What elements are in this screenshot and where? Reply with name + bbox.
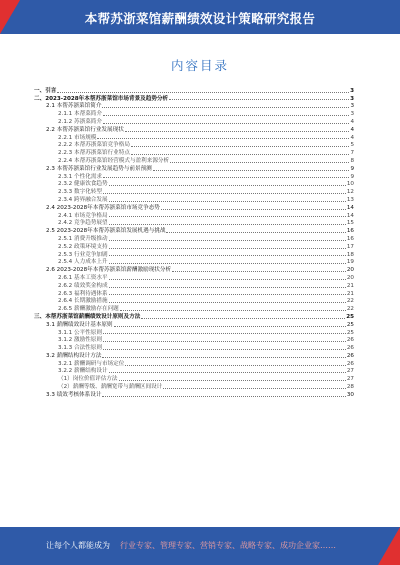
table-of-contents	[34, 86, 354, 398]
toc-entry[interactable]	[34, 148, 354, 156]
toc-entry-label: 2.5.1 消费升级推动	[58, 235, 108, 242]
toc-entry-page: 5	[350, 142, 354, 149]
toc-entry[interactable]	[34, 281, 354, 289]
toc-entry-page: 25	[346, 329, 354, 336]
toc-leader-dots	[109, 216, 346, 217]
toc-leader-dots	[109, 255, 346, 256]
toc-entry-label: 2.4.1 市场竞争格局	[58, 212, 108, 219]
toc-entry[interactable]	[34, 211, 354, 219]
toc-entry-page: 26	[346, 352, 354, 359]
toc-entry[interactable]	[34, 94, 354, 102]
toc-entry-label: 2.6.2 绩效奖金构成	[58, 282, 108, 289]
toc-leader-dots	[109, 279, 346, 280]
toc-entry-page: 13	[346, 196, 354, 203]
toc-leader-dots	[103, 123, 349, 124]
toc-entry[interactable]	[34, 234, 354, 242]
toc-entry-page: 18	[346, 251, 354, 258]
toc-leader-dots	[102, 396, 345, 397]
toc-entry-label: 3.1.3 合法性原则	[58, 345, 102, 352]
report-title: 本帮苏浙菜馆薪酬绩效设计策略研究报告	[84, 11, 316, 26]
toc-entry-label: 2.5 2023-2028年本帮苏浙菜馆发展机遇与挑战	[46, 228, 166, 235]
toc-leader-dots	[119, 380, 346, 381]
toc-entry-page: 4	[350, 134, 354, 141]
toc-leader-dots	[109, 185, 346, 186]
toc-leader-dots	[109, 287, 346, 288]
toc-leader-dots	[169, 99, 349, 100]
toc-leader-dots	[103, 349, 346, 350]
toc-entry[interactable]	[34, 102, 354, 110]
toc-leader-dots	[102, 107, 349, 108]
toc-entry[interactable]	[34, 125, 354, 133]
toc-entry-label: 二、2023-2028年本帮苏浙菜馆市场背景及趋势分析	[34, 95, 169, 102]
toc-entry[interactable]	[34, 320, 354, 328]
toc-entry-label: 3.2.1 薪酬调研与市场定位	[58, 360, 125, 367]
toc-entry-label: 2.1.2 苏浙菜简介	[58, 118, 102, 125]
toc-entry-label: 2.2.4 本帮苏浙菜馆经营模式与盈利来源分析	[58, 157, 170, 164]
toc-leader-dots	[120, 310, 346, 311]
toc-entry-label: 2.2.3 本帮苏浙菜馆行业特点	[58, 150, 130, 157]
toc-entry[interactable]	[34, 203, 354, 211]
toc-entry-label: 2.4 2023-2028年本帮苏浙菜馆市场竞争态势	[46, 204, 160, 211]
toc-entry-page: 9	[350, 173, 354, 180]
toc-entry-label: 3.1 薪酬绩效设计基本原则	[46, 321, 113, 328]
toc-entry[interactable]	[34, 265, 354, 273]
toc-entry[interactable]	[34, 289, 354, 297]
toc-entry-label: 三、本帮苏浙菜馆薪酬绩效设计原则及方法	[34, 313, 141, 320]
toc-entry-label: 2.5.3 行业竞争加剧	[58, 251, 108, 258]
toc-entry-label: 3.1.2 激励性原则	[58, 337, 102, 344]
toc-entry[interactable]	[34, 273, 354, 281]
toc-entry[interactable]	[34, 141, 354, 149]
toc-leader-dots	[103, 341, 346, 342]
toc-entry-page: 27	[346, 368, 354, 375]
toc-entry-page: 22	[346, 298, 354, 305]
toc-entry-page: 16	[346, 228, 354, 235]
toc-leader-dots	[109, 224, 346, 225]
toc-entry-page: 4	[350, 118, 354, 125]
toc-entry[interactable]	[34, 195, 354, 203]
toc-entry-label: 2.1.1 本帮菜简介	[58, 111, 102, 118]
toc-heading: 内容目录	[170, 58, 229, 73]
toc-leader-dots	[153, 170, 350, 171]
toc-entry-label: 2.5.2 政策环境支持	[58, 243, 108, 250]
toc-entry-label: 2.3.1 个性化需求	[58, 173, 102, 180]
toc-entry-page: 14	[346, 212, 354, 219]
toc-entry[interactable]	[34, 390, 354, 398]
toc-entry-label: 2.5.4 人力成本上升	[58, 259, 108, 266]
toc-entry-page: 3	[350, 111, 354, 118]
toc-entry-label: 2.2 本帮苏浙菜馆行业发展现状	[46, 126, 124, 133]
toc-entry-page: 27	[346, 376, 354, 383]
toc-entry[interactable]	[34, 226, 354, 234]
toc-entry[interactable]	[34, 219, 354, 227]
toc-entry-label: 2.3.2 健康饮食趋势	[58, 181, 108, 188]
toc-entry-label: 2.6.3 福利待遇体系	[58, 290, 108, 297]
toc-entry-page: 10	[346, 181, 354, 188]
toc-entry-page: 14	[346, 204, 354, 211]
toc-entry[interactable]	[34, 242, 354, 250]
toc-entry-page: 3	[350, 95, 354, 102]
toc-entry[interactable]	[34, 156, 354, 164]
toc-entry-label: （1）岗位价值评估方法	[58, 376, 118, 383]
toc-entry[interactable]	[34, 359, 354, 367]
toc-entry-page: 3	[350, 87, 354, 94]
footer-red-accent	[378, 527, 400, 565]
toc-entry-page: 30	[346, 391, 354, 398]
toc-leader-dots	[172, 271, 346, 272]
toc-entry-page: 8	[350, 157, 354, 164]
toc-entry-label: 2.2.1 市场规模	[58, 134, 97, 141]
toc-entry-page: 7	[350, 150, 354, 157]
toc-entry-label: 2.6.5 薪酬激励存在问题	[58, 306, 119, 313]
toc-entry-label: 2.6.4 长期激励措施	[58, 298, 108, 305]
toc-leader-dots	[125, 131, 350, 132]
toc-entry-page: 16	[346, 235, 354, 242]
toc-entry-label: 3.1.1 公平性原则	[58, 329, 102, 336]
toc-leader-dots	[166, 232, 345, 233]
toc-entry-label: （2）薪酬等级、薪酬宽带与薪酬区间设计	[58, 384, 163, 391]
toc-entry[interactable]	[34, 258, 354, 266]
toc-entry-page: 15	[346, 220, 354, 227]
toc-entry[interactable]	[34, 180, 354, 188]
toc-entry-page: 26	[346, 345, 354, 352]
toc-entry-page: 22	[346, 306, 354, 313]
toc-leader-dots	[102, 357, 345, 358]
toc-entry-label: 2.4.2 竞争趋势展望	[58, 220, 108, 227]
toc-entry-page: 21	[346, 290, 354, 297]
toc-leader-dots	[109, 263, 346, 264]
toc-entry[interactable]	[34, 117, 354, 125]
toc-entry-page: 26	[346, 360, 354, 367]
toc-leader-dots	[114, 326, 346, 327]
toc-leader-dots	[170, 162, 349, 163]
toc-entry-label: 3.3 绩效考核体系设计	[46, 391, 102, 398]
toc-entry[interactable]	[34, 328, 354, 336]
toc-entry[interactable]	[34, 86, 354, 94]
toc-leader-dots	[97, 138, 349, 139]
toc-entry-page: 20	[346, 267, 354, 274]
toc-entry-page: 25	[346, 321, 354, 328]
toc-entry-label: 2.6 2023-2028年本帮苏浙菜馆薪酬激励现状分析	[46, 267, 172, 274]
toc-entry[interactable]	[34, 382, 354, 390]
toc-leader-dots	[109, 294, 346, 295]
toc-entry-page: 12	[346, 189, 354, 196]
toc-entry-page: 20	[346, 274, 354, 281]
toc-entry-label: 2.6.1 基本工资水平	[58, 274, 108, 281]
toc-leader-dots	[125, 365, 346, 366]
toc-entry-page: 4	[350, 126, 354, 133]
footer-slogan-roles: 行业专家、管理专家、营销专家、战略专家、成功企业家……	[120, 541, 336, 550]
toc-entry-label: 2.3 本帮苏浙菜馆行业发展趋势与前景预测	[46, 165, 152, 172]
toc-entry-page: 3	[350, 103, 354, 110]
toc-entry[interactable]	[34, 374, 354, 382]
toc-entry-page: 21	[346, 282, 354, 289]
toc-entry[interactable]	[34, 133, 354, 141]
toc-entry[interactable]	[34, 312, 354, 320]
toc-entry[interactable]	[34, 187, 354, 195]
toc-entry[interactable]	[34, 367, 354, 375]
toc-entry-label: 3.2.2 薪酬结构设计	[58, 368, 108, 375]
toc-entry-label: 2.1 本帮苏浙菜馆简介	[46, 103, 102, 110]
toc-leader-dots	[103, 193, 346, 194]
toc-entry[interactable]	[34, 304, 354, 312]
toc-entry[interactable]	[34, 297, 354, 305]
toc-entry-label: 2.3.4 跨界融合发展	[58, 196, 108, 203]
report-footer	[0, 527, 400, 565]
toc-entry-page: 17	[346, 243, 354, 250]
toc-leader-dots	[109, 240, 346, 241]
toc-entry-label: 2.2.2 本帮苏浙菜馆竞争格局	[58, 142, 130, 149]
toc-leader-dots	[103, 115, 349, 116]
toc-entry[interactable]	[34, 351, 354, 359]
toc-entry-label: 3.2 薪酬结构设计方法	[46, 352, 102, 359]
toc-entry[interactable]	[34, 172, 354, 180]
report-header	[0, 0, 400, 34]
footer-slogan-lead: 让每个人都能成为	[46, 541, 110, 550]
toc-leader-dots	[103, 333, 346, 334]
toc-leader-dots	[103, 177, 349, 178]
toc-leader-dots	[141, 318, 345, 319]
toc-leader-dots	[109, 302, 346, 303]
toc-entry[interactable]	[34, 336, 354, 344]
toc-entry-page: 26	[346, 337, 354, 344]
toc-entry-page: 9	[350, 165, 354, 172]
toc-entry-label: 一、引言	[34, 87, 57, 94]
toc-leader-dots	[57, 92, 349, 93]
toc-leader-dots	[109, 201, 346, 202]
toc-entry[interactable]	[34, 250, 354, 258]
toc-leader-dots	[109, 248, 346, 249]
toc-entry-page: 28	[346, 384, 354, 391]
toc-entry-label: 2.3.3 数字化转型	[58, 189, 102, 196]
toc-entry[interactable]	[34, 164, 354, 172]
toc-leader-dots	[131, 146, 349, 147]
toc-leader-dots	[163, 388, 346, 389]
toc-leader-dots	[109, 372, 346, 373]
toc-entry[interactable]	[34, 343, 354, 351]
toc-entry-page: 25	[346, 313, 354, 320]
footer-slogan	[46, 540, 336, 551]
toc-leader-dots	[161, 209, 346, 210]
toc-entry-page: 19	[346, 259, 354, 266]
toc-leader-dots	[131, 154, 349, 155]
toc-entry[interactable]	[34, 109, 354, 117]
